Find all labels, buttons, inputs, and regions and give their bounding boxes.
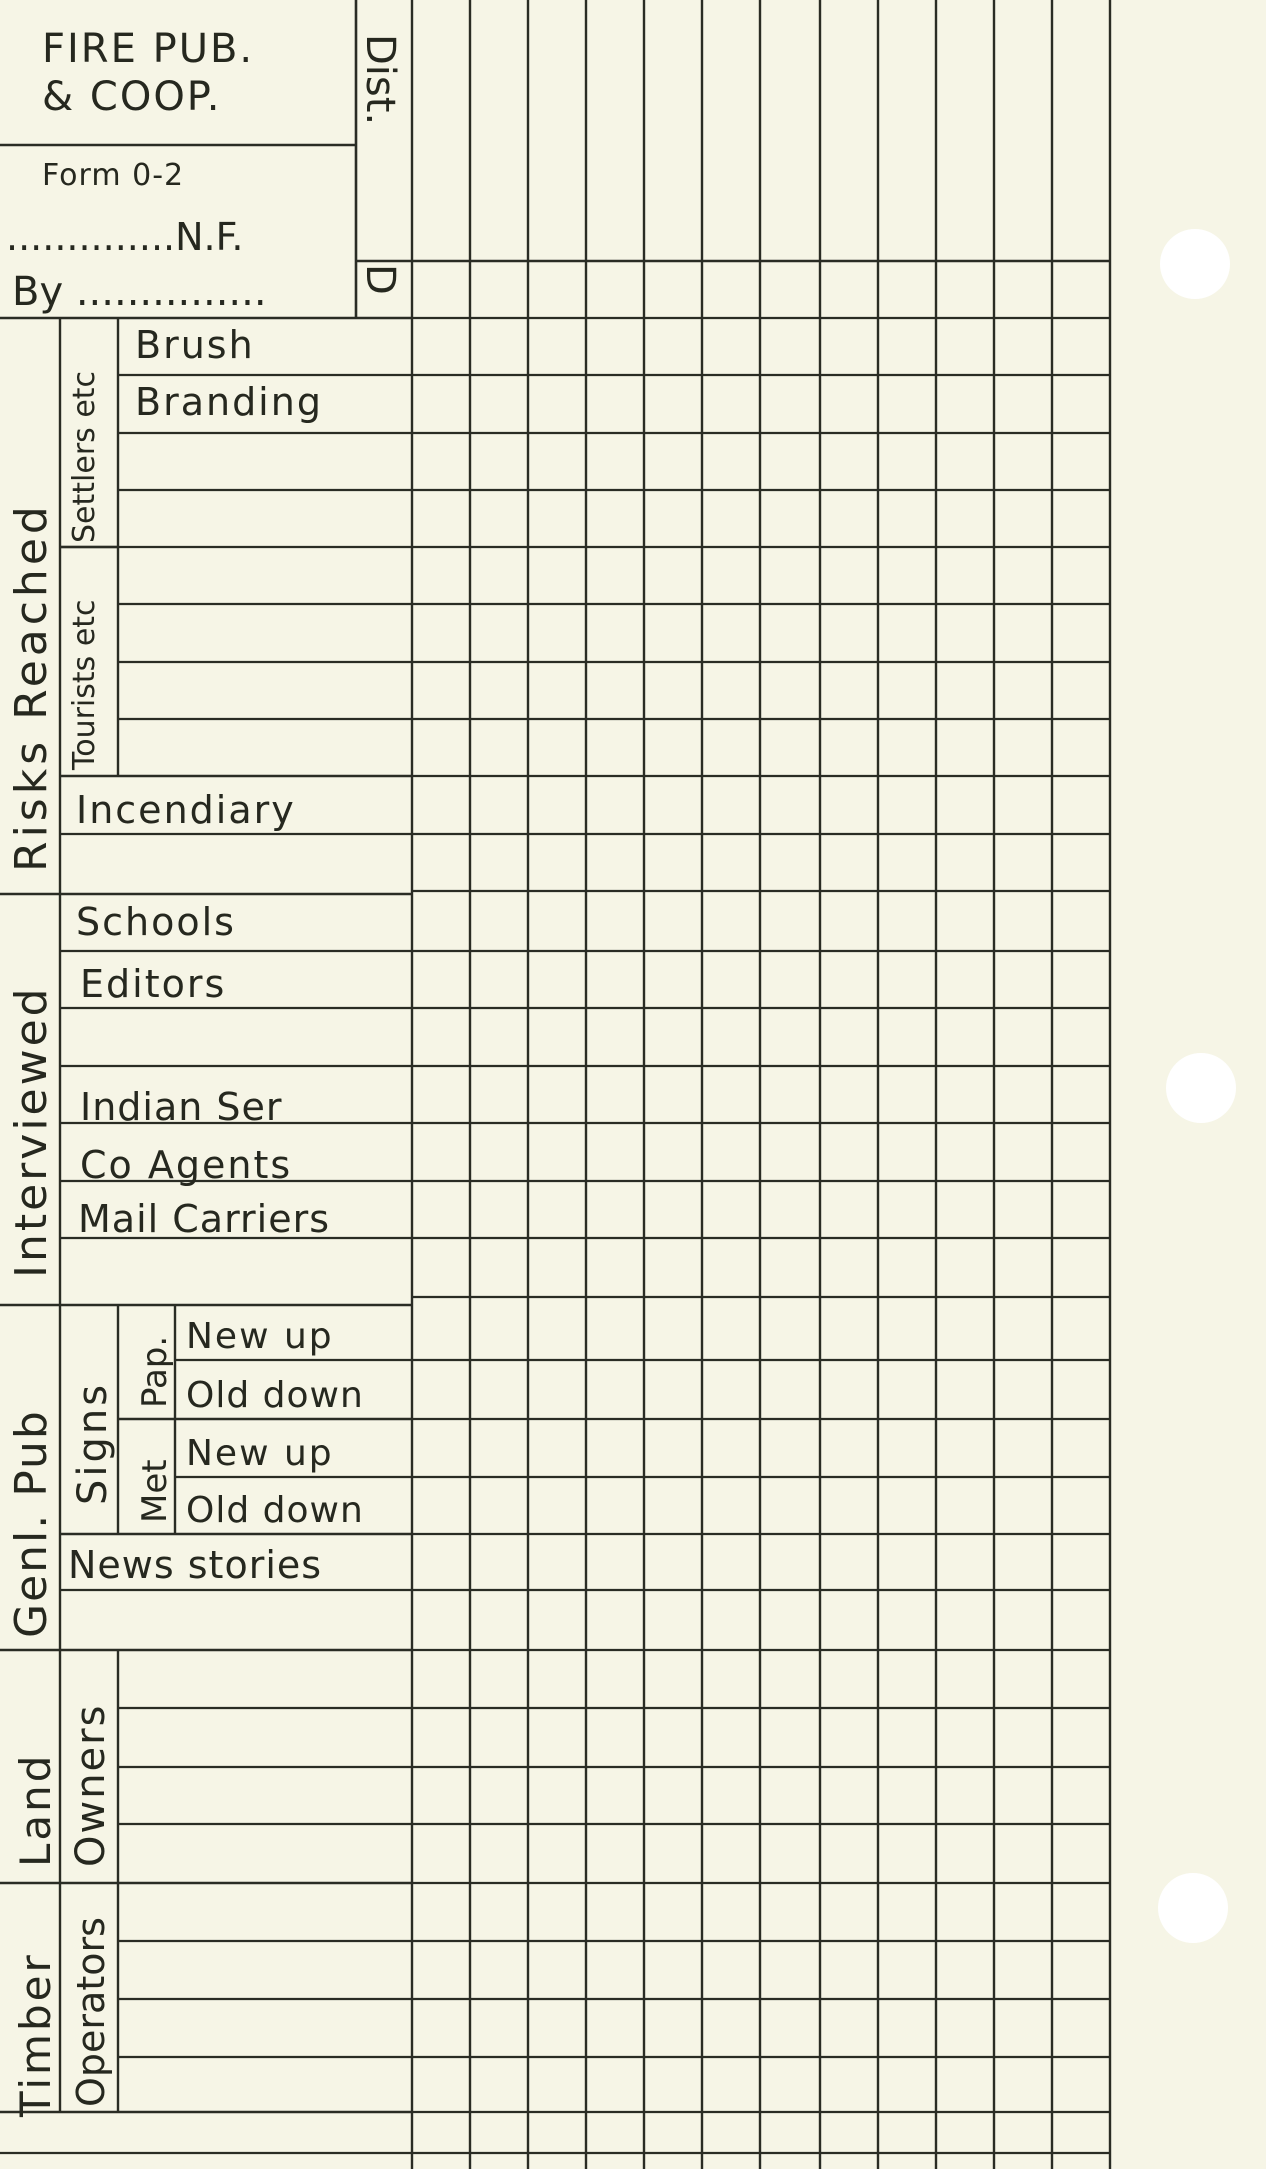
row-met-new-up: New up	[186, 1433, 334, 1474]
section-pap: Pap.	[135, 1335, 175, 1408]
section-risks-reached: Risks Reached	[6, 502, 57, 872]
section-met: Met	[135, 1459, 175, 1523]
row-met-old-down: Old down	[186, 1490, 364, 1531]
form-number: Form 0-2	[42, 158, 185, 193]
d-label: D	[357, 264, 403, 295]
section-genl-pub: Genl. Pub	[6, 1409, 57, 1638]
row-indian-ser: Indian Ser	[80, 1085, 283, 1129]
row-pap-old-down: Old down	[186, 1375, 364, 1416]
section-timber-2: Operators	[69, 1917, 113, 2107]
section-signs: Signs	[70, 1381, 116, 1505]
punch-hole-top	[1160, 229, 1230, 299]
section-tourists: Tourists etc	[67, 599, 102, 770]
row-editors: Editors	[80, 962, 227, 1006]
section-settlers: Settlers etc	[67, 370, 102, 543]
form-title-line2: & COOP.	[42, 74, 222, 120]
form-title-line1: FIRE PUB.	[42, 26, 255, 72]
row-pap-new-up: New up	[186, 1316, 334, 1357]
row-co-agents: Co Agents	[80, 1143, 293, 1187]
section-land-owners-1: Land	[11, 1752, 60, 1867]
row-incendiary: Incendiary	[76, 788, 296, 832]
section-timber-1: Timber	[11, 1952, 60, 2117]
section-interviewed: Interviewed	[6, 985, 57, 1278]
punch-hole-bottom	[1158, 1873, 1228, 1943]
dist-label: Dist.	[357, 34, 403, 126]
row-branding: Branding	[135, 380, 323, 424]
forest-field[interactable]: ..............N.F.	[6, 215, 244, 259]
row-schools: Schools	[76, 900, 236, 944]
by-field[interactable]: By ...............	[12, 269, 267, 315]
punch-hole-middle	[1166, 1053, 1236, 1123]
row-mail-carriers: Mail Carriers	[78, 1197, 331, 1241]
section-land-owners-2: Owners	[68, 1703, 114, 1867]
row-news-stories: News stories	[68, 1543, 323, 1587]
row-brush: Brush	[135, 323, 255, 367]
